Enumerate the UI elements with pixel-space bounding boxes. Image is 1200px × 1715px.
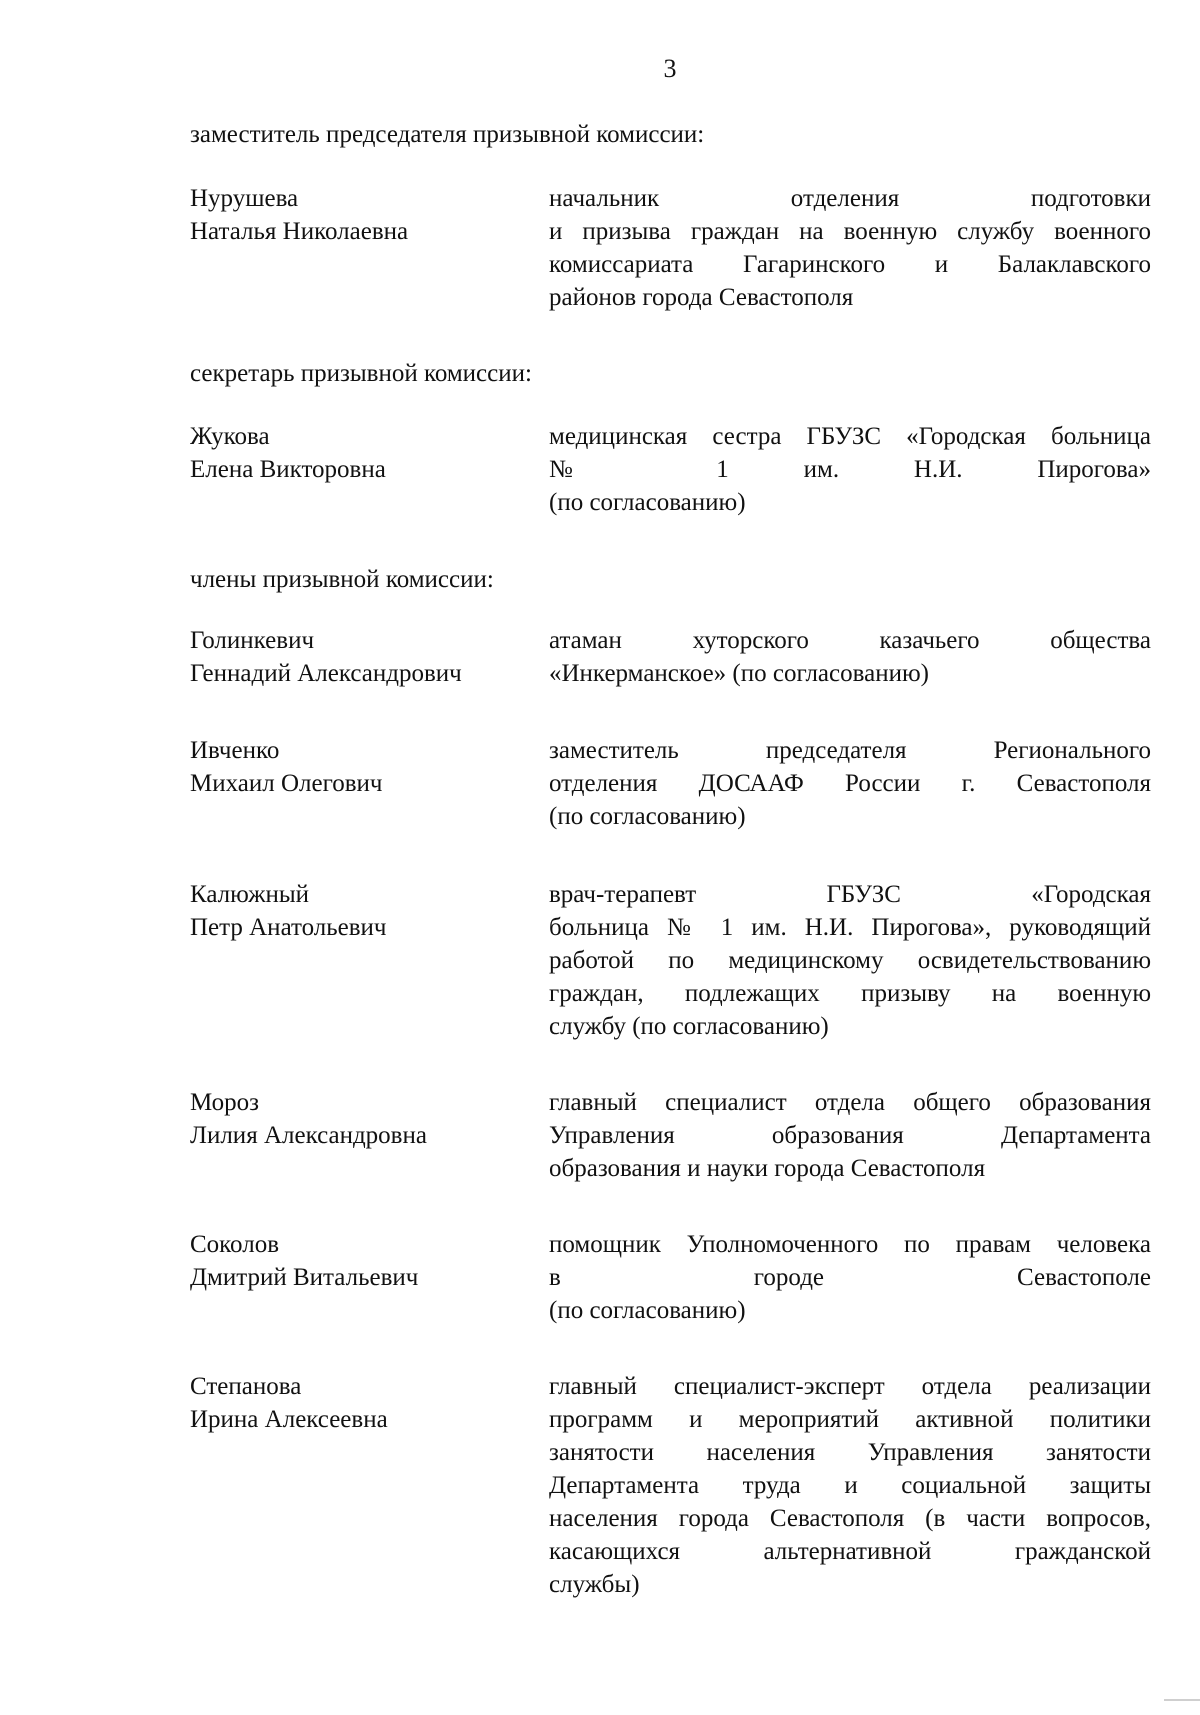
member-name	[190, 182, 520, 248]
member-role	[549, 624, 1151, 690]
role-line: главный специалист отдела общего образования	[549, 1089, 1151, 1116]
role-line: Департамента труда и социальной защиты	[549, 1472, 1151, 1499]
deputy-heading: заместитель председателя призывной комиссии:	[190, 121, 705, 148]
member-given-name: Ирина Алексеевна	[190, 1406, 388, 1433]
member-role	[549, 1228, 1151, 1327]
scan-edge-mark	[1164, 1699, 1200, 1715]
member-name	[190, 1370, 520, 1436]
member-surname: Нурушева	[190, 185, 299, 212]
member-surname: Калюжный	[190, 881, 310, 908]
member-surname: Голинкевич	[190, 627, 315, 654]
secretary-heading: секретарь призывной комиссии:	[190, 360, 532, 387]
role-line: врач-терапевт ГБУЗС «Городская	[549, 881, 1151, 908]
role-line: занятости населения Управления занятости	[549, 1439, 1151, 1466]
member-role	[549, 420, 1151, 519]
member-surname: Соколов	[190, 1231, 280, 1258]
role-line: и призыва граждан на военную службу военного	[549, 218, 1151, 245]
member-name	[190, 420, 520, 486]
role-line: помощник Уполномоченного по правам человека	[549, 1231, 1151, 1258]
member-role	[549, 1086, 1151, 1185]
member-role	[549, 1370, 1151, 1601]
member-surname: Жукова	[190, 423, 270, 450]
role-line: службу (по согласованию)	[549, 1013, 829, 1040]
role-line: медицинская сестра ГБУЗС «Городская больница	[549, 423, 1151, 450]
member-given-name: Дмитрий Витальевич	[190, 1264, 419, 1291]
member-surname: Степанова	[190, 1373, 302, 1400]
member-given-name: Наталья Николаевна	[190, 218, 409, 245]
role-line: образования и науки города Севастополя	[549, 1155, 986, 1182]
member-name	[190, 734, 520, 800]
member-given-name: Елена Викторовна	[190, 456, 386, 483]
role-line: (по согласованию)	[549, 803, 746, 830]
role-line: Управления образования Департамента	[549, 1122, 1151, 1149]
role-line: начальник отделения подготовки	[549, 185, 1151, 212]
member-given-name: Петр Анатольевич	[190, 914, 387, 941]
members-heading: члены призывной комиссии:	[190, 566, 494, 593]
role-line: (по согласованию)	[549, 489, 746, 516]
role-line: населения города Севастополя (в части вопросов,	[549, 1505, 1151, 1532]
role-line: граждан, подлежащих призыву на военную	[549, 980, 1151, 1007]
member-surname: Ивченко	[190, 737, 280, 764]
role-line: в городе Севастополе	[549, 1264, 1151, 1291]
member-role	[549, 878, 1151, 1043]
role-line: службы)	[549, 1571, 640, 1598]
member-name	[190, 878, 520, 944]
role-line: отделения ДОСААФ России г. Севастополя	[549, 770, 1151, 797]
role-line: комиссариата Гагаринского и Балаклавского	[549, 251, 1151, 278]
member-name	[190, 624, 520, 690]
member-surname: Мороз	[190, 1089, 259, 1116]
member-role	[549, 734, 1151, 833]
member-name	[190, 1228, 520, 1294]
role-line: главный специалист-эксперт отдела реализации	[549, 1373, 1151, 1400]
member-role	[549, 182, 1151, 314]
role-line: касающихся альтернативной гражданской	[549, 1538, 1151, 1565]
role-line: районов города Севастополя	[549, 284, 854, 311]
role-line: «Инкерманское» (по согласованию)	[549, 660, 929, 687]
role-line: работой по медицинскому освидетельствованию	[549, 947, 1151, 974]
role-line: № 1 им. Н.И. Пирогова»	[549, 456, 1151, 483]
member-given-name: Геннадий Александрович	[190, 660, 462, 687]
role-line: больница № 1 им. Н.И. Пирогова», руководящий	[549, 914, 1151, 941]
role-line: атаман хуторского казачьего общества	[549, 627, 1151, 654]
role-line: программ и мероприятий активной политики	[549, 1406, 1151, 1433]
role-line: заместитель председателя Регионального	[549, 737, 1151, 764]
page-number: 3	[663, 54, 677, 83]
role-line: (по согласованию)	[549, 1297, 746, 1324]
member-given-name: Лилия Александровна	[190, 1122, 427, 1149]
member-given-name: Михаил Олегович	[190, 770, 383, 797]
member-name	[190, 1086, 520, 1152]
